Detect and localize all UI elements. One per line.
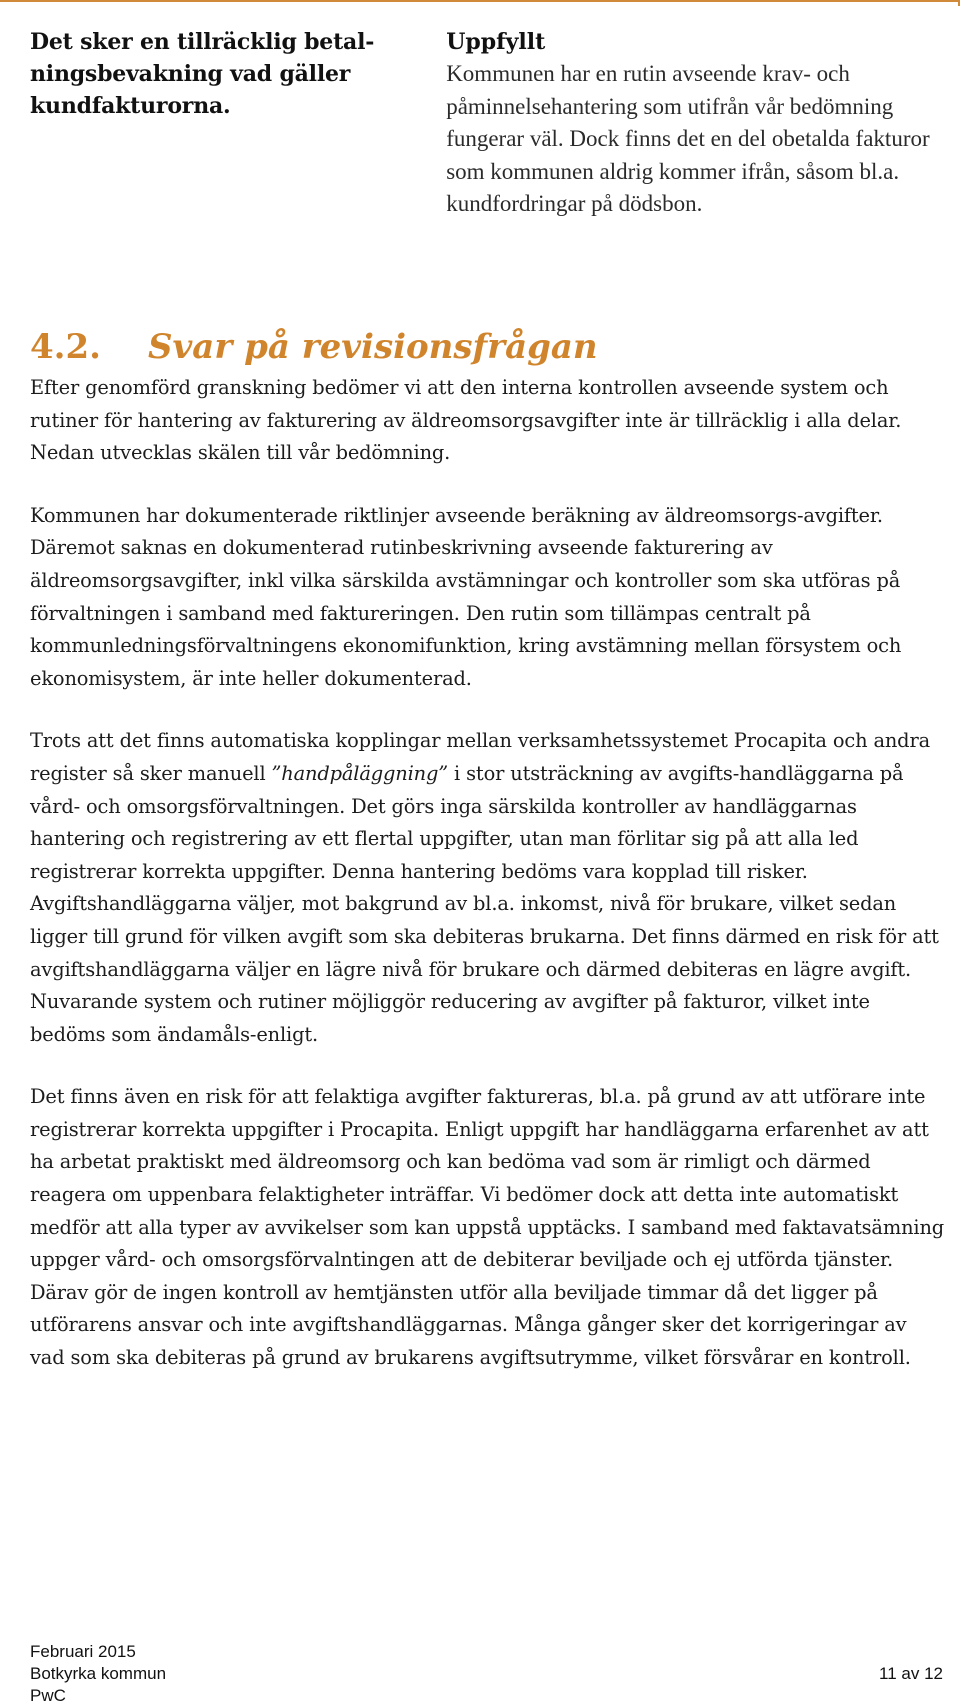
paragraph-4: Det finns även en risk för att felaktiga avgifter faktureras, bl.a. på grund av att utförare inte registrerar korrekta uppgifter i Procapita. Enligt uppgift har handläggarna erfarenhet av att ha arbetat praktiskt med äldreomsorg och kan bedöma vad som är rimligt och därmed reagera om uppenbara felaktigheter inträffar. Vi bedömer dock att detta inte automatiskt medför att alla typer av avvikelser som kan uppstå upptäcks. I samband med faktavatsämning uppger vård- och omsorgsförvalntingen att de debiterar beviljade och ej utförda tjänster. Därav gör de ingen kontroll av hemtjänsten utför alla beviljade timmar då det ligger på utförarens ansvar och inte avgiftshandläggarnas. Många gånger sker det korrigeringar av vad som ska debiteras på grund av brukarens avgiftsutrymme, vilket försvårar en kontroll. xyxy=(30,1085,945,1370)
criterion-text: Det sker en tillräcklig betal-ningsbevakning vad gäller kundfakturorna. xyxy=(30,29,375,119)
body-text xyxy=(30,372,945,1405)
paragraph-2: Kommunen har dokumenterade riktlinjer avseende beräkning av äldreomsorgs-avgifter. Däremot saknas en dokumenterad rutinbeskrivning avseende fakturering av äldreomsorgsavgifter, inkl vilka särskilda avstämningar och kontroller som ska utföras på förvaltningen i samband med faktureringen. Den rutin som tillämpas centralt på kommunledningsförvaltningens ekonomifunktion, kring avstämning mellan försystem och ekonomisystem, är inte heller dokumenterad. xyxy=(30,503,902,690)
section-title: Svar på revisionsfrågan xyxy=(148,327,598,367)
page-number: 11 av 12 xyxy=(879,1664,943,1683)
verdict-column xyxy=(446,26,930,221)
paragraph-3-part-2: i stor utsträckning av avgifts-handläggarna på vård- och omsorgsförvaltningen. Det görs inga särskilda kontroller av handläggarnas hantering och registrering av ett flertal uppgifter, utan man förlitar sig på att alla led registrerar korrekta uppgifter. Denna hantering bedöms vara kopplad till risker. Avgiftshandläggarna väljer, mot bakgrund av bl.a. inkomst, nivå för brukare, vilket sedan ligger till grund för vilken avgift som ska debiteras brukarna. Det finns därmed en risk för att avgiftshandläggarna väljer en lägre nivå för brukare och därmed debiteras en lägre avgift. Nuvarande system och rutiner möjliggör reducering av avgifter på fakturor, vilket inte bedöms som ändamåls-enligt. xyxy=(30,761,939,1046)
header-rule xyxy=(0,0,960,6)
verdict-text: Kommunen har en rutin avseende krav- och påminnelsehantering som utifrån vår bedömning fungerar väl. Dock finns det en del obetalda fakturor som kommunen aldrig kommer ifrån, såsom bl.a. kundfordringar på dödsbon. xyxy=(446,61,930,216)
paragraph-1: Efter genomförd granskning bedömer vi att den interna kontrollen avseende system och rutiner för hantering av fakturering av äldreomsorgsavgifter inte är tillräcklig i alla delar. Nedan utvecklas skälen till vår bedömning. xyxy=(30,376,902,465)
footer-firm: PwC xyxy=(30,1686,66,1705)
verdict-label: Uppfyllt xyxy=(446,29,546,55)
footer-date: Februari 2015 xyxy=(30,1642,136,1661)
footer-organisation: Botkyrka kommun xyxy=(30,1664,167,1683)
paragraph-3 xyxy=(30,725,945,1051)
footer-info xyxy=(30,1641,945,1707)
assessment-row xyxy=(30,26,930,221)
paragraph-3-part-1: Trots att det finns automatiska kopplingar mellan verksamhetssystemet Procapita och andra register så sker manuell xyxy=(30,729,930,785)
paragraph-3-emphasis: ”handpåläggning” xyxy=(271,761,449,785)
page-footer xyxy=(30,1641,945,1707)
section-heading xyxy=(30,325,598,369)
section-number: 4.2. xyxy=(30,327,101,367)
